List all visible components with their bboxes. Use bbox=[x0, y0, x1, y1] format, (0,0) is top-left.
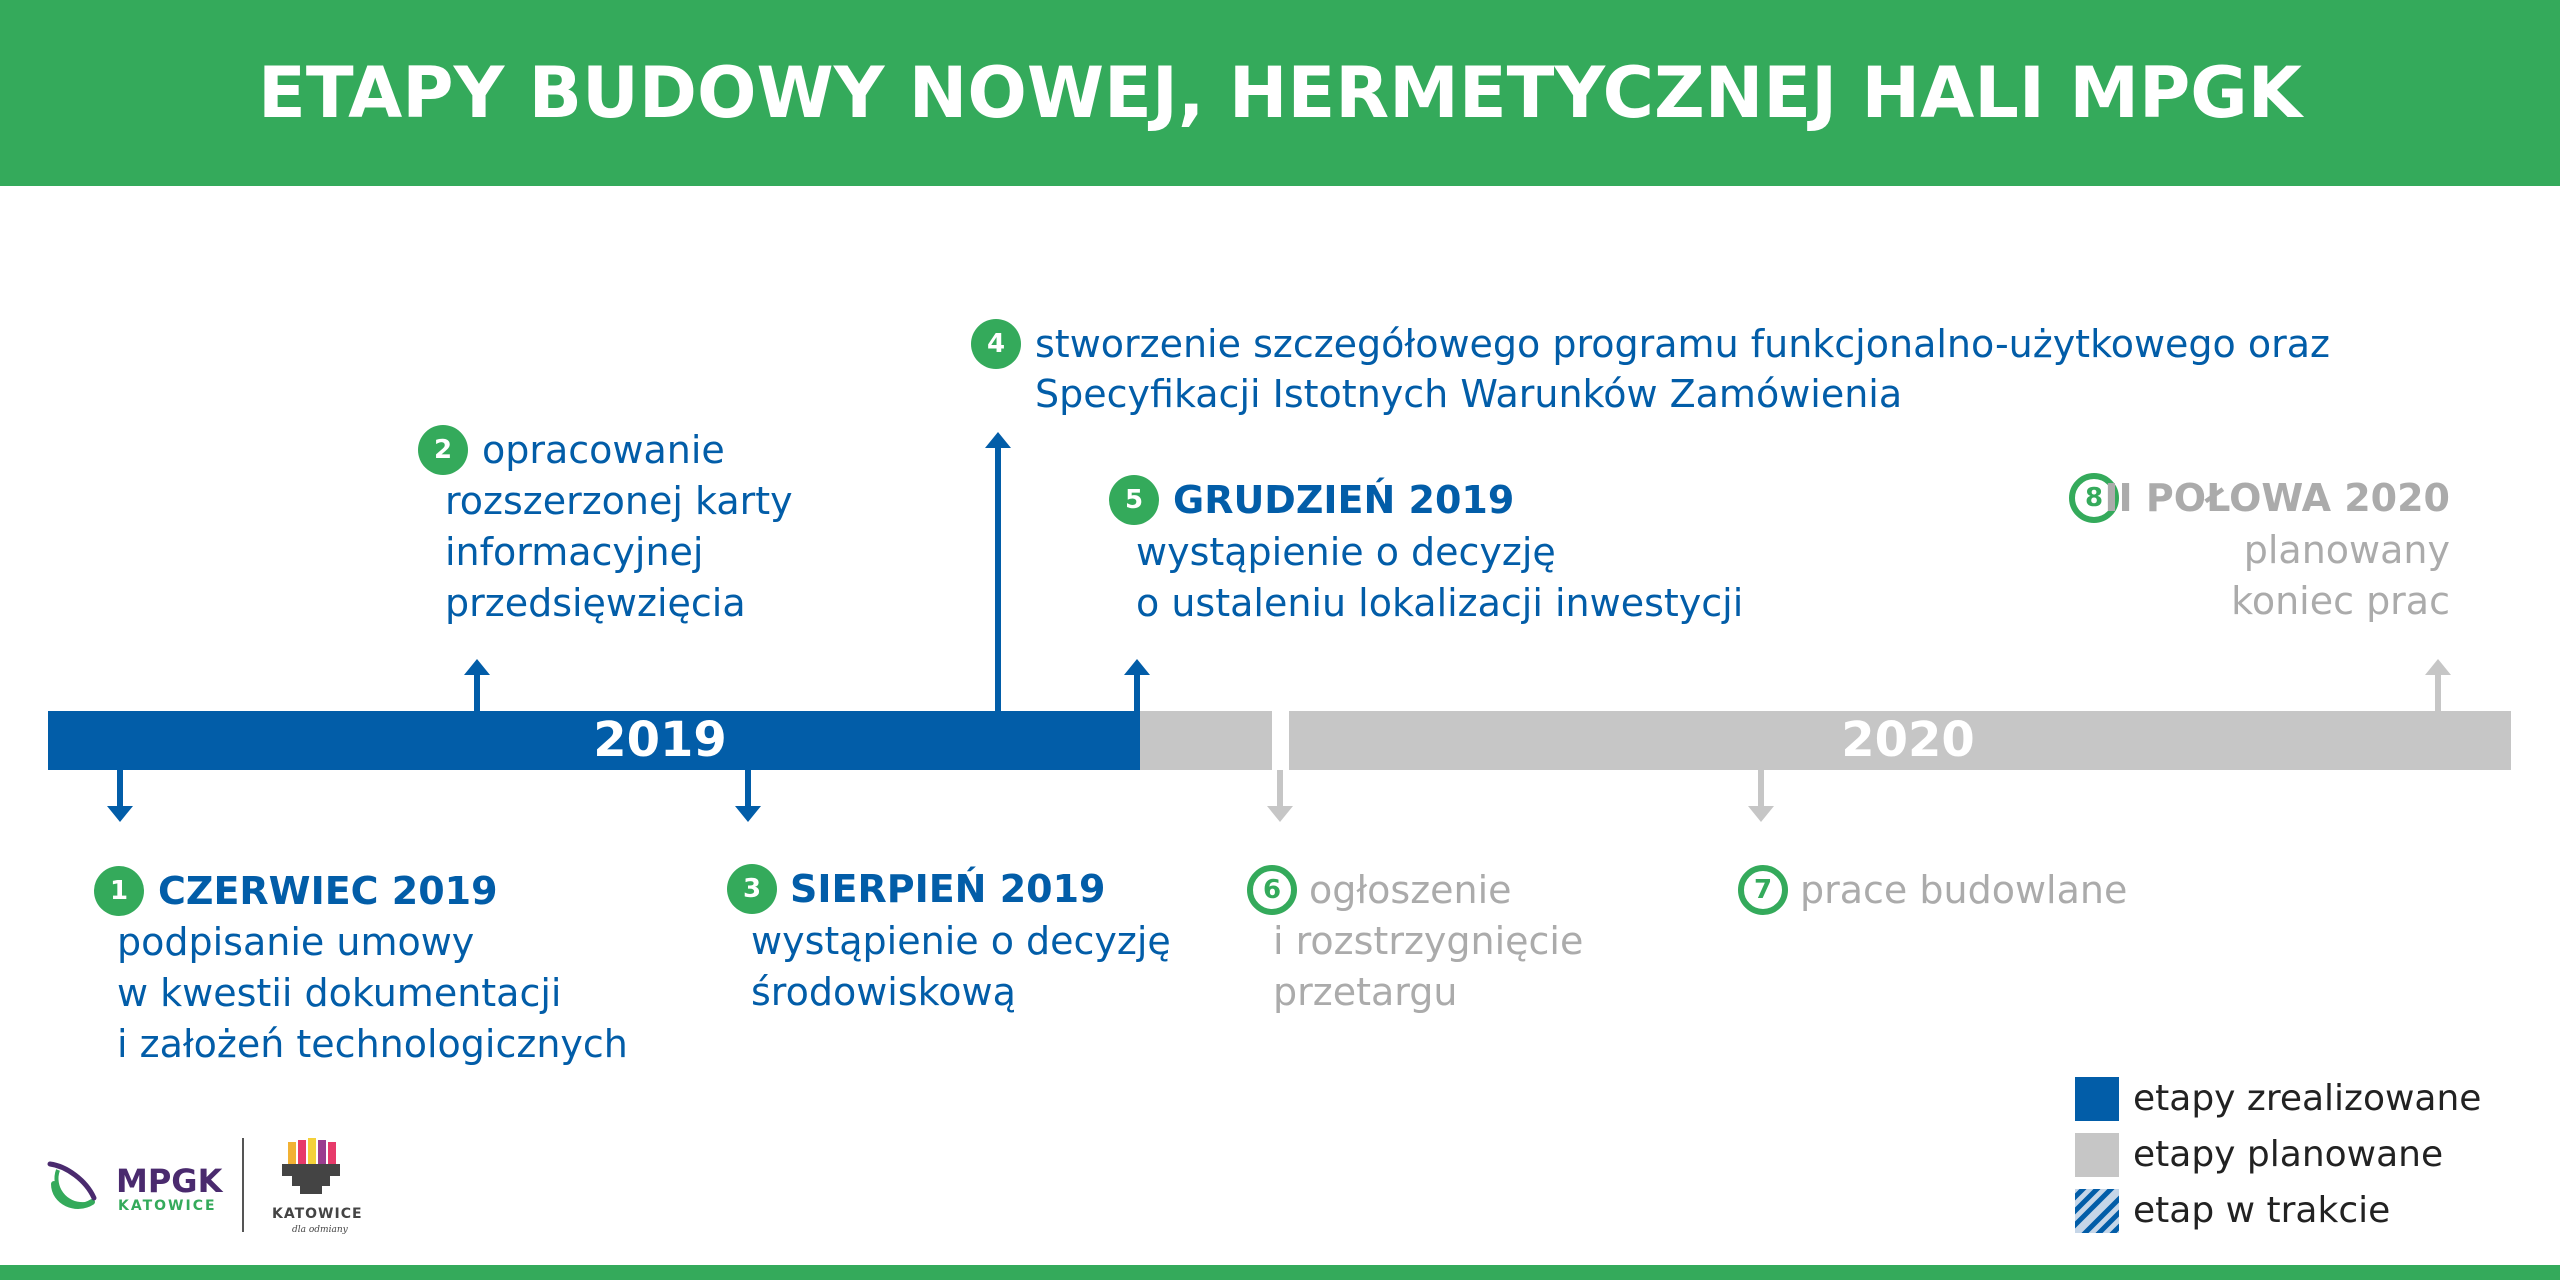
page-title: ETAPY BUDOWY NOWEJ, HERMETYCZNEJ HALI MPGK bbox=[258, 52, 2302, 134]
arrow-down-icon bbox=[1747, 770, 1775, 824]
arrow-up-icon bbox=[1123, 657, 1151, 711]
mpgk-logo-name: MPGK bbox=[116, 1162, 223, 1200]
arrow-up-icon bbox=[2424, 657, 2452, 711]
milestone-4-badge: 4 bbox=[971, 319, 1021, 369]
milestone-5-date: GRUDZIEŃ 2019 bbox=[1173, 478, 1515, 522]
milestone-1-line: i założeń technologicznych bbox=[117, 1022, 628, 1066]
milestone-2-line: informacyjnej bbox=[445, 530, 704, 574]
milestone-2-line: opracowanie bbox=[482, 428, 725, 472]
katowice-logo-name: KATOWICE bbox=[272, 1206, 363, 1222]
milestone-4-line: stworzenie szczegółowego programu funkcjonalno-użytkowego oraz bbox=[1035, 322, 2330, 366]
mpgk-logo bbox=[46, 1150, 226, 1224]
year-label-2019: 2019 bbox=[593, 712, 727, 768]
milestone-6-line: ogłoszenie bbox=[1309, 868, 1512, 912]
legend-label-in-progress: etap w trakcie bbox=[2133, 1190, 2391, 1231]
arrow-down-icon bbox=[106, 770, 134, 824]
legend-label-planned: etapy planowane bbox=[2133, 1134, 2444, 1175]
footer-band bbox=[0, 1265, 2560, 1280]
milestone-7-badge: 7 bbox=[1738, 865, 1788, 915]
milestone-3-line: środowiskową bbox=[751, 970, 1016, 1014]
milestone-5-line: o ustaleniu lokalizacji inwestycji bbox=[1136, 581, 1744, 625]
milestone-8-line: planowany bbox=[2243, 528, 2450, 572]
timeline-bar-planned-2019 bbox=[1140, 711, 1272, 770]
milestone-2-line: przedsięwzięcia bbox=[445, 581, 746, 625]
header-banner bbox=[0, 0, 2560, 186]
milestone-3-date: SIERPIEŃ 2019 bbox=[790, 867, 1106, 911]
milestone-1-line: podpisanie umowy bbox=[117, 920, 475, 964]
milestone-3-badge: 3 bbox=[727, 864, 777, 914]
milestone-1-line: w kwestii dokumentacji bbox=[117, 971, 562, 1015]
legend-swatch-planned bbox=[2075, 1133, 2119, 1177]
milestone-5-line: wystąpienie o decyzję bbox=[1136, 530, 1556, 574]
milestone-8-date: II POŁOWA 2020 bbox=[2104, 476, 2450, 520]
milestone-3-line: wystąpienie o decyzję bbox=[751, 919, 1171, 963]
milestone-8-line: koniec prac bbox=[2231, 579, 2450, 623]
milestone-6-line: przetargu bbox=[1273, 970, 1458, 1014]
arrow-down-icon bbox=[1266, 770, 1294, 824]
legend-swatch-in-progress bbox=[2075, 1189, 2119, 1233]
milestone-1-badge: 1 bbox=[94, 866, 144, 916]
milestone-8-badge: 8 bbox=[2069, 473, 2119, 523]
mpgk-logo-city: KATOWICE bbox=[118, 1198, 217, 1214]
arrow-down-icon bbox=[734, 770, 762, 824]
legend-label-done: etapy zrealizowane bbox=[2133, 1078, 2482, 1119]
katowice-logo-slogan: dla odmiany bbox=[292, 1225, 348, 1235]
milestone-7-line: prace budowlane bbox=[1800, 868, 2128, 912]
milestone-6-badge: 6 bbox=[1247, 865, 1297, 915]
milestone-2-badge: 2 bbox=[418, 425, 468, 475]
milestone-2-line: rozszerzonej karty bbox=[445, 479, 793, 523]
milestone-6-line: i rozstrzygnięcie bbox=[1273, 919, 1584, 963]
arrow-up-icon bbox=[463, 657, 491, 711]
katowice-logo bbox=[270, 1138, 370, 1242]
milestone-5-badge: 5 bbox=[1109, 475, 1159, 525]
milestone-1-date: CZERWIEC 2019 bbox=[158, 869, 498, 913]
logo-separator bbox=[242, 1138, 244, 1232]
legend-swatch-done bbox=[2075, 1077, 2119, 1121]
arrow-up-icon bbox=[984, 430, 1012, 712]
year-label-2020: 2020 bbox=[1841, 712, 1975, 768]
milestone-4-line: Specyfikacji Istotnych Warunków Zamówienia bbox=[1035, 372, 1903, 416]
